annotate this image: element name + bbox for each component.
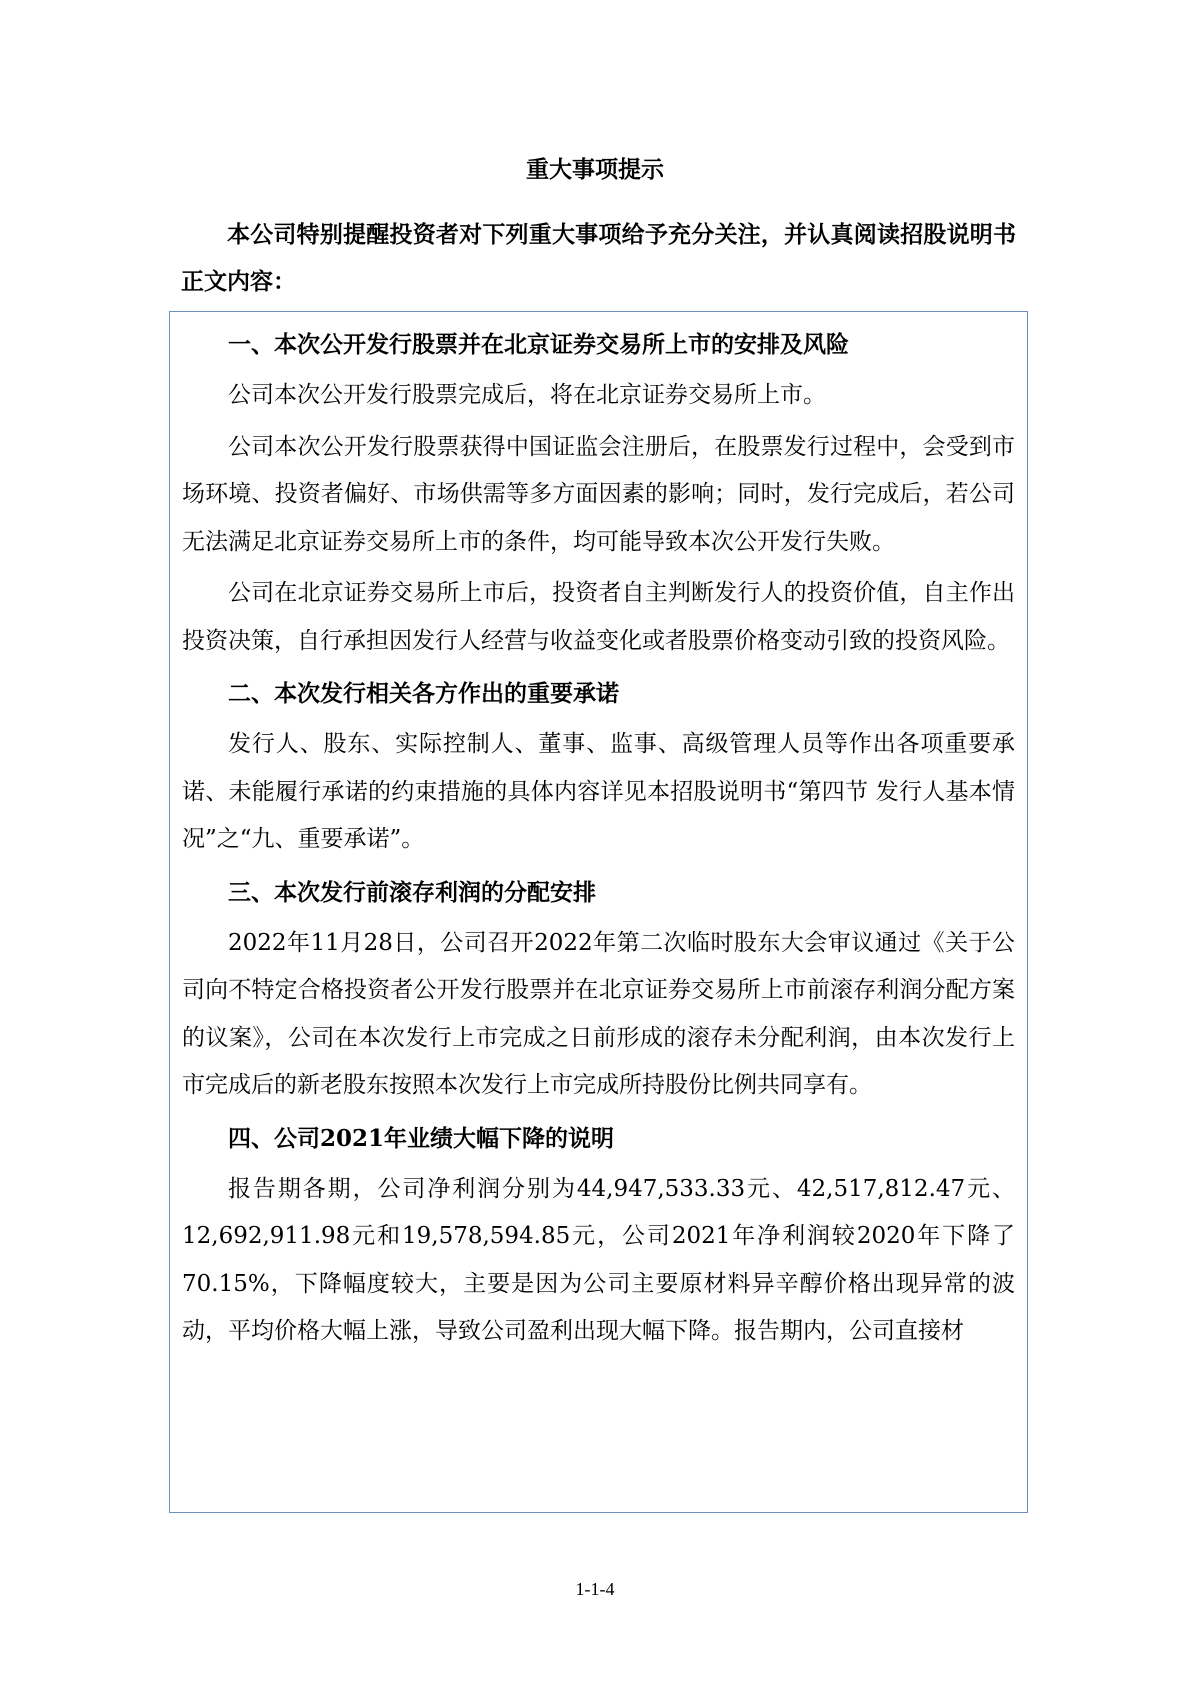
highlight-box — [169, 311, 1028, 1513]
section-2-paragraph-1: 发行人、股东、实际控制人、董事、监事、高级管理人员等作出各项重要承诺、未能履行承诺的约束措施的具体内容详见本招股说明书“第四节 发行人基本情况”之“九、重要承诺”。 — [182, 731, 1015, 852]
section-3-heading: 三、本次发行前滚存利润的分配安排 — [228, 878, 596, 906]
section-4-heading: 四、公司2021年业绩大幅下降的说明 — [228, 1124, 615, 1152]
notice-paragraph: 本公司特别提醒投资者对下列重大事项给予充分关注，并认真阅读招股说明书正文内容： — [181, 221, 1016, 295]
section-1-paragraph-2: 公司本次公开发行股票获得中国证监会注册后，在股票发行过程中，会受到市场环境、投资者偏好、市场供需等多方面因素的影响；同时，发行完成后，若公司无法满足北京证券交易所上市的条件，均可能导致本次公开发行失败。 — [182, 433, 1015, 555]
page-number: 1-1-4 — [575, 1579, 615, 1599]
page-title: 重大事项提示 — [526, 156, 664, 183]
section-1-paragraph-3: 公司在北京证券交易所上市后，投资者自主判断发行人的投资价值，自主作出投资决策，自行承担因发行人经营与收益变化或者股票价格变动引致的投资风险。 — [182, 580, 1015, 654]
section-2-heading: 二、本次发行相关各方作出的重要承诺 — [228, 680, 619, 707]
section-4-paragraph-1: 报告期各期，公司净利润分别为44,947,533.33元、42,517,812.47元、12,692,911.98元和19,578,594.85元，公司2021年净利润较2020年下降了70.15%，下降幅度较大，主要是因为公司主要原材料异辛醇价格出现异常的波动，平均价格大幅上涨，导致公司盈利出现大幅下降。报告期内，公司直接材 — [182, 1175, 1015, 1344]
section-3-paragraph-1: 2022年11月28日，公司召开2022年第二次临时股东大会审议通过《关于公司向不特定合格投资者公开发行股票并在北京证券交易所上市前滚存利润分配方案的议案》，公司在本次发行上市完成之日前形成的滚存未分配利润，由本次发行上市完成后的新老股东按照本次发行上市完成所持股份比例共同享有。 — [182, 929, 1015, 1098]
section-1-paragraph-1: 公司本次公开发行股票完成后，将在北京证券交易所上市。 — [228, 382, 826, 408]
section-1-heading: 一、本次公开发行股票并在北京证券交易所上市的安排及风险 — [228, 331, 849, 358]
